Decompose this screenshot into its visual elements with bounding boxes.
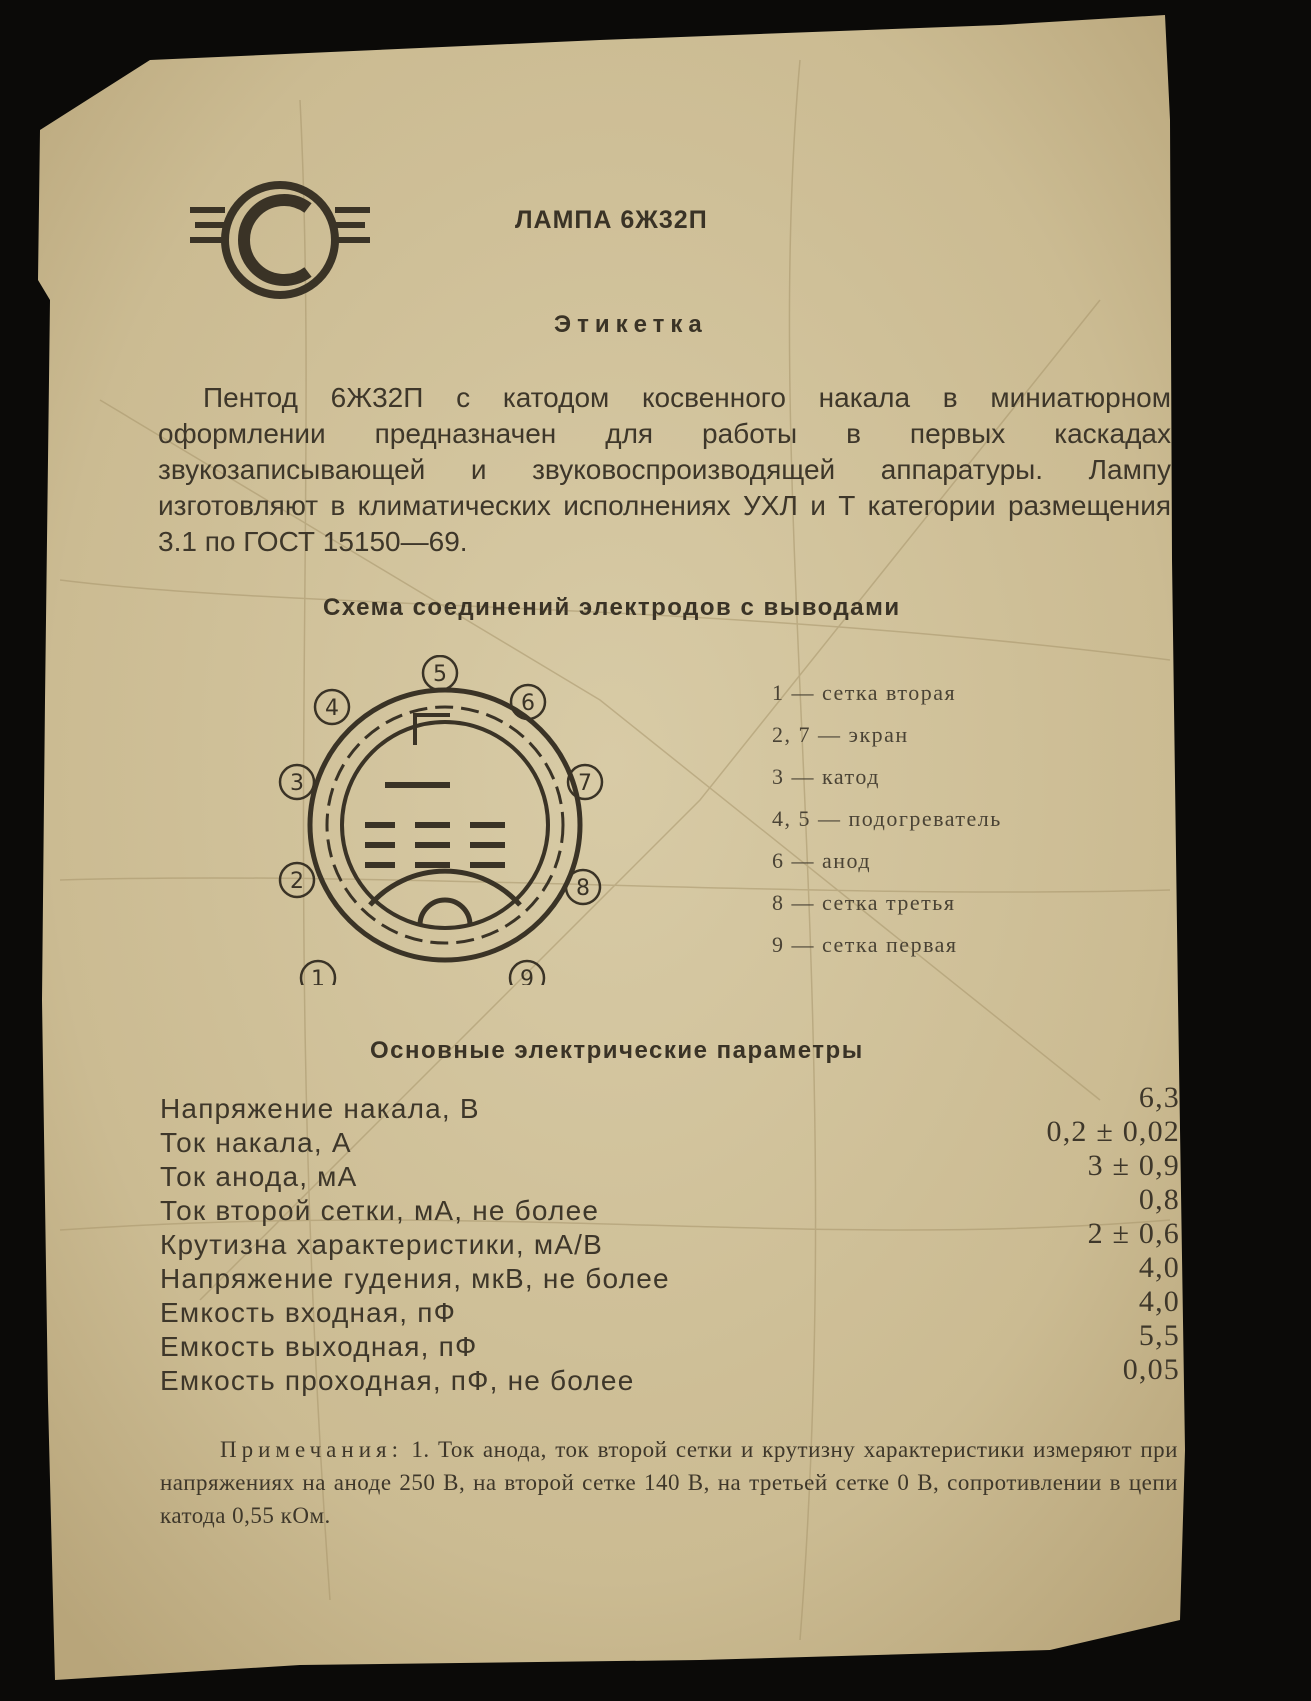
param-label: Емкость выходная, пФ: [160, 1331, 478, 1362]
schema-heading: Схема соединений электродов с выводами: [323, 594, 901, 621]
param-label: Напряжение накала, В: [160, 1093, 480, 1124]
pin-legend-item: 8 — сетка третья: [772, 890, 956, 915]
pin-legend-item: 9 — сетка первая: [772, 932, 958, 957]
param-row: [160, 1285, 1180, 1331]
pin-legend-item: 1 — сетка вторая: [772, 680, 957, 705]
document-subtitle: Этикетка: [554, 311, 708, 338]
pin-legend-item: 4, 5 — подогреватель: [772, 806, 1002, 831]
pin-6-label: 6: [521, 691, 535, 716]
pin-5-label: 5: [433, 662, 447, 687]
pin-2-label: 2: [290, 869, 304, 894]
pin-9-label: 9: [520, 967, 534, 985]
param-value: 0,2 ± 0,02: [1046, 1115, 1180, 1148]
pin-3-label: 3: [290, 771, 304, 796]
param-row: [160, 1115, 1180, 1161]
intro-paragraph: Пентод 6Ж32П с катодом косвенного накала в миниатюрном оформлении предназначен для работы в первых каскадах звукозаписывающей и звуковоспроизводящей аппаратуры. Лампу изготовляют в климатических исполнениях УХЛ и Т категории размещения 3.1 по ГОСТ 15150—69.: [158, 382, 1171, 557]
param-row: [160, 1319, 1180, 1365]
param-label: Напряжение гудения, мкВ, не более: [160, 1263, 670, 1294]
param-value: 4,0: [1138, 1251, 1180, 1284]
params-table: [160, 1081, 1180, 1399]
pin-4-label: 4: [325, 696, 339, 721]
pin-legend-item: 6 — анод: [772, 848, 872, 873]
note-lead: Примечания:: [220, 1437, 403, 1462]
param-row: [160, 1081, 1180, 1127]
param-label: Емкость проходная, пФ, не более: [160, 1365, 635, 1396]
param-row: [160, 1183, 1180, 1229]
param-value: 0,05: [1122, 1353, 1180, 1386]
param-value: 3 ± 0,9: [1087, 1149, 1180, 1182]
param-row: [160, 1217, 1180, 1263]
param-label: Ток анода, мА: [160, 1161, 358, 1192]
param-value: 4,0: [1138, 1285, 1180, 1318]
note-text: 1. Ток анода, ток второй сетки и крутизну характеристики измеряют при напряжениях на аноде 250 В, на второй сетке 140 В, на третьей сетке 0 В, сопротивлении в цепи катода 0,55 кОм.: [160, 1437, 1178, 1528]
param-label: Ток накала, А: [160, 1127, 352, 1158]
factory-c-logo-icon: [190, 180, 370, 300]
param-value: 6,3: [1138, 1081, 1180, 1114]
param-value: 2 ± 0,6: [1087, 1217, 1180, 1250]
param-label: Крутизна характеристики, мА/В: [160, 1229, 604, 1260]
params-heading: Основные электрические параметры: [370, 1037, 864, 1064]
page-title: ЛАМПА 6Ж32П: [515, 206, 708, 234]
pin-legend-item: 2, 7 — экран: [772, 722, 909, 747]
pin-7-label: 7: [578, 771, 592, 796]
param-label: Емкость входная, пФ: [160, 1297, 457, 1328]
param-label: Ток второй сетки, мА, не более: [160, 1195, 600, 1226]
param-row: [160, 1251, 1180, 1297]
param-row: [160, 1149, 1180, 1195]
pin-diagram: [275, 655, 615, 985]
param-value: 0,8: [1138, 1183, 1180, 1216]
param-value: 5,5: [1138, 1319, 1180, 1352]
pin-8-label: 8: [576, 876, 590, 901]
pin-legend-item: 3 — катод: [772, 764, 880, 789]
note-paragraph: [160, 1433, 1178, 1532]
param-row: [160, 1353, 1180, 1399]
pin-legend: [772, 680, 1002, 974]
pin-1-label: 1: [311, 967, 325, 985]
